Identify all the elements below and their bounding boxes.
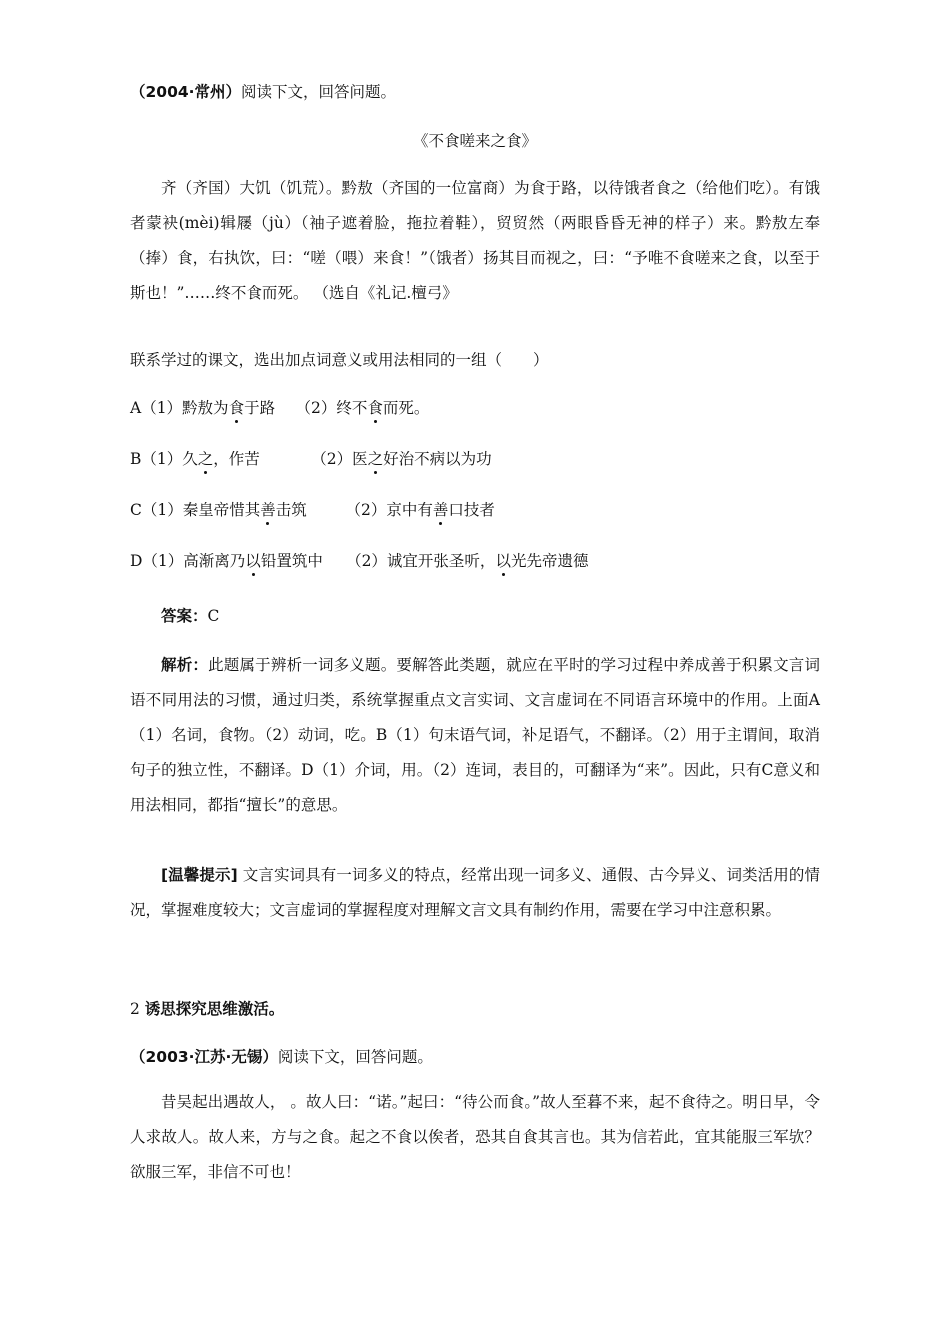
- q2-passage: 昔吴起出遇故人， 。故人曰：“诺。”起曰：“待公而食。”故人至暮不来，起不食待之。明日早，令人求故人。故人来，方与之食。起之不食以俟者，恐其自食其言也。其为信若此，宜其能服三军欤？欲服三军，非信不可也！: [130, 1093, 820, 1181]
- q1-source-line: [130, 82, 396, 102]
- option-a: A（1）黔敖为食于路 （2）终不食而死。: [130, 399, 430, 417]
- tip-label: [温馨提示]: [161, 866, 238, 884]
- section-number: 2: [130, 1000, 145, 1018]
- dotted-word: 之: [367, 450, 384, 468]
- dotted-word: 以: [245, 552, 261, 570]
- dotted-word: 之: [197, 450, 214, 468]
- dotted-word: 善: [260, 501, 276, 519]
- answer-value: C: [207, 607, 220, 625]
- answer-line: [161, 606, 219, 626]
- option-b: B（1）久之，作苦 （2）医之好治不病以为功: [130, 450, 492, 468]
- tip-text: 文言实词具有一词多义的特点，经常出现一词多义、通假、古今异义、词类活用的情况，掌握难度较大；文言虚词的掌握程度对理解文言文具有制约作用，需要在学习中注意积累。: [130, 866, 821, 919]
- option-c: C（1）秦皇帝惜其善击筑 （2）京中有善口技者: [130, 501, 495, 519]
- analysis-label: 解析：: [161, 656, 209, 674]
- section-2-heading: [130, 999, 284, 1019]
- dotted-word: 善: [432, 501, 449, 519]
- analysis-paragraph: [130, 648, 820, 823]
- passage-title: 《不食嗟来之食》: [412, 132, 537, 150]
- q2-source-line: [130, 1047, 433, 1067]
- q1-instruction: 阅读下文，回答问题。: [241, 83, 397, 101]
- analysis-text: 此题属于辨析一词多义题。要解答此类题，就应在平时的学习过程中养成善于积累文言词语不同用法的习惯，通过归类，系统掌握重点文言实词、文言虚词在不同语言环境中的作用。上面A（1）名词，食物。（2）动词，吃。B（1）句末语气词，补足语气，不翻译。（2）用于主谓间，取消句子的独立性，不翻译。D（1）介词，用。（2）连词，表目的，可翻译为“来”。因此，只有C意义和用法相同，都指“擅长”的意思。: [130, 656, 820, 814]
- q1-source: （2004·常州）: [130, 83, 242, 101]
- q1-question: 联系学过的课文，选出加点词意义或用法相同的一组（ ）: [130, 351, 549, 369]
- q2-source: （2003·江苏·无锡）: [130, 1048, 278, 1066]
- option-d: D（1）高渐离乃以铅置筑中 （2）诚宜开张圣听，以光先帝遗德: [130, 552, 589, 570]
- section-title: 诱思探究思维激活。: [144, 1000, 285, 1018]
- dotted-word: 食: [367, 399, 383, 417]
- tip-paragraph: [130, 858, 820, 928]
- answer-label: 答案：: [161, 607, 208, 625]
- q1-passage: 齐（齐国）大饥（饥荒）。黔敖（齐国的一位富商）为食于路，以待饿者食之（给他们吃）。有饿者蒙袂(mèi)辑屦（jù）（袖子遮着脸，拖拉着鞋），贸贸然（两眼昏昏无神的样子）来。黔敖左奉（捧）食，右执饮，曰：“嗟（喂）来食！”（饿者）扬其目而视之，曰：“予唯不食嗟来之食，以至于斯也！”……终不食而死。 （选自《礼记.檀弓》: [130, 179, 820, 302]
- q2-instruction: 阅读下文，回答问题。: [277, 1048, 433, 1066]
- dotted-word: 以: [495, 552, 511, 570]
- dotted-word: 食: [228, 399, 245, 417]
